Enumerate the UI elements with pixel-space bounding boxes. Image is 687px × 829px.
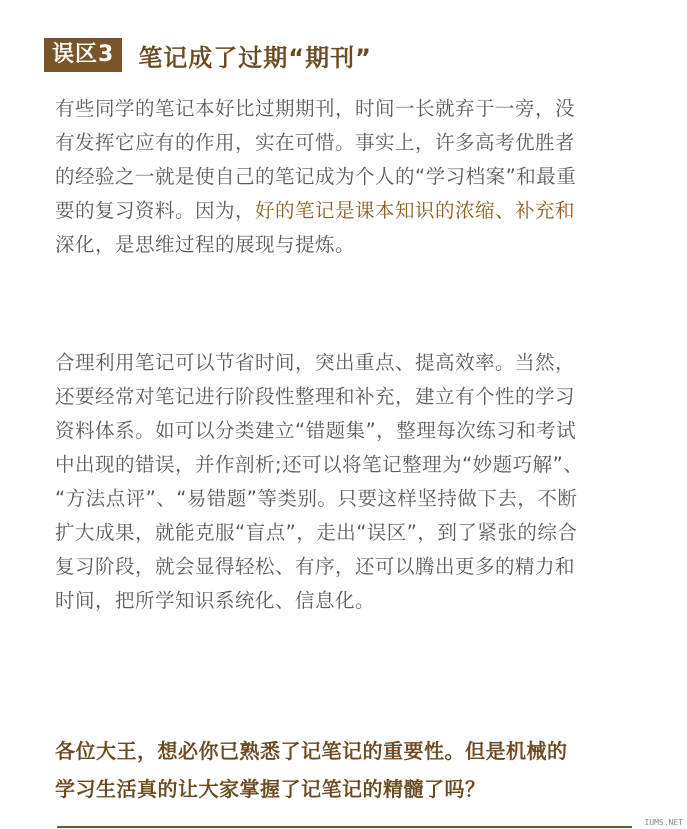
paragraph-line: 复习阶段，就会显得轻松、有序，还可以腾出更多的精力和 — [55, 555, 576, 578]
paragraph-line: 学习生活真的让大家掌握了记笔记的精髓了吗？ — [55, 777, 486, 801]
highlighted-text: 好的笔记是课本知识的浓缩、补充和 — [255, 199, 576, 222]
paragraph-1 — [55, 92, 645, 262]
paragraph-line-start: 要的复习资料。因为， — [55, 199, 256, 222]
paragraph-line — [55, 194, 645, 228]
paragraph-line: 的经验之一就是使自己的笔记成为个人的“学习档案”和最重 — [55, 165, 577, 188]
paragraph-2 — [55, 346, 645, 618]
closing-question — [55, 732, 645, 808]
paragraph-line: 中出现的错误，并作剖析;还可以将笔记整理为“妙题巧解”、 — [55, 453, 584, 476]
section-heading — [44, 38, 372, 72]
paragraph-line: 合理利用笔记可以节省时间，突出重点、提高效率。当然， — [55, 351, 576, 374]
paragraph-line: 扩大成果，就能克服“盲点”，走出“误区”，到了紧张的综合 — [55, 521, 578, 544]
paragraph-line: 资料体系。如可以分类建立“错题集”，整理每次练习和考试 — [55, 419, 577, 442]
paragraph-line: 还要经常对笔记进行阶段性整理和补充，建立有个性的学习 — [55, 385, 576, 408]
watermark: IUMS.NET — [644, 818, 683, 827]
section-title: 笔记成了过期“期刊” — [138, 43, 372, 72]
paragraph-line: “方法点评”、“易错题”等类别。只要这样坚持做下去，不断 — [55, 487, 578, 510]
paragraph-line: 时间，把所学知识系统化、信息化。 — [55, 589, 376, 612]
divider-line — [57, 826, 632, 828]
paragraph-line: 深化，是思维过程的展现与提炼。 — [55, 233, 356, 256]
paragraph-line: 各位大王，想必你已熟悉了记笔记的重要性。但是机械的 — [55, 739, 568, 763]
paragraph-line: 有发挥它应有的作用，实在可惜。事实上，许多高考优胜者 — [55, 131, 576, 154]
section-number-badge: 误区3 — [44, 38, 122, 72]
paragraph-line: 有些同学的笔记本好比过期期刊，时间一长就弃于一旁，没 — [55, 97, 576, 120]
